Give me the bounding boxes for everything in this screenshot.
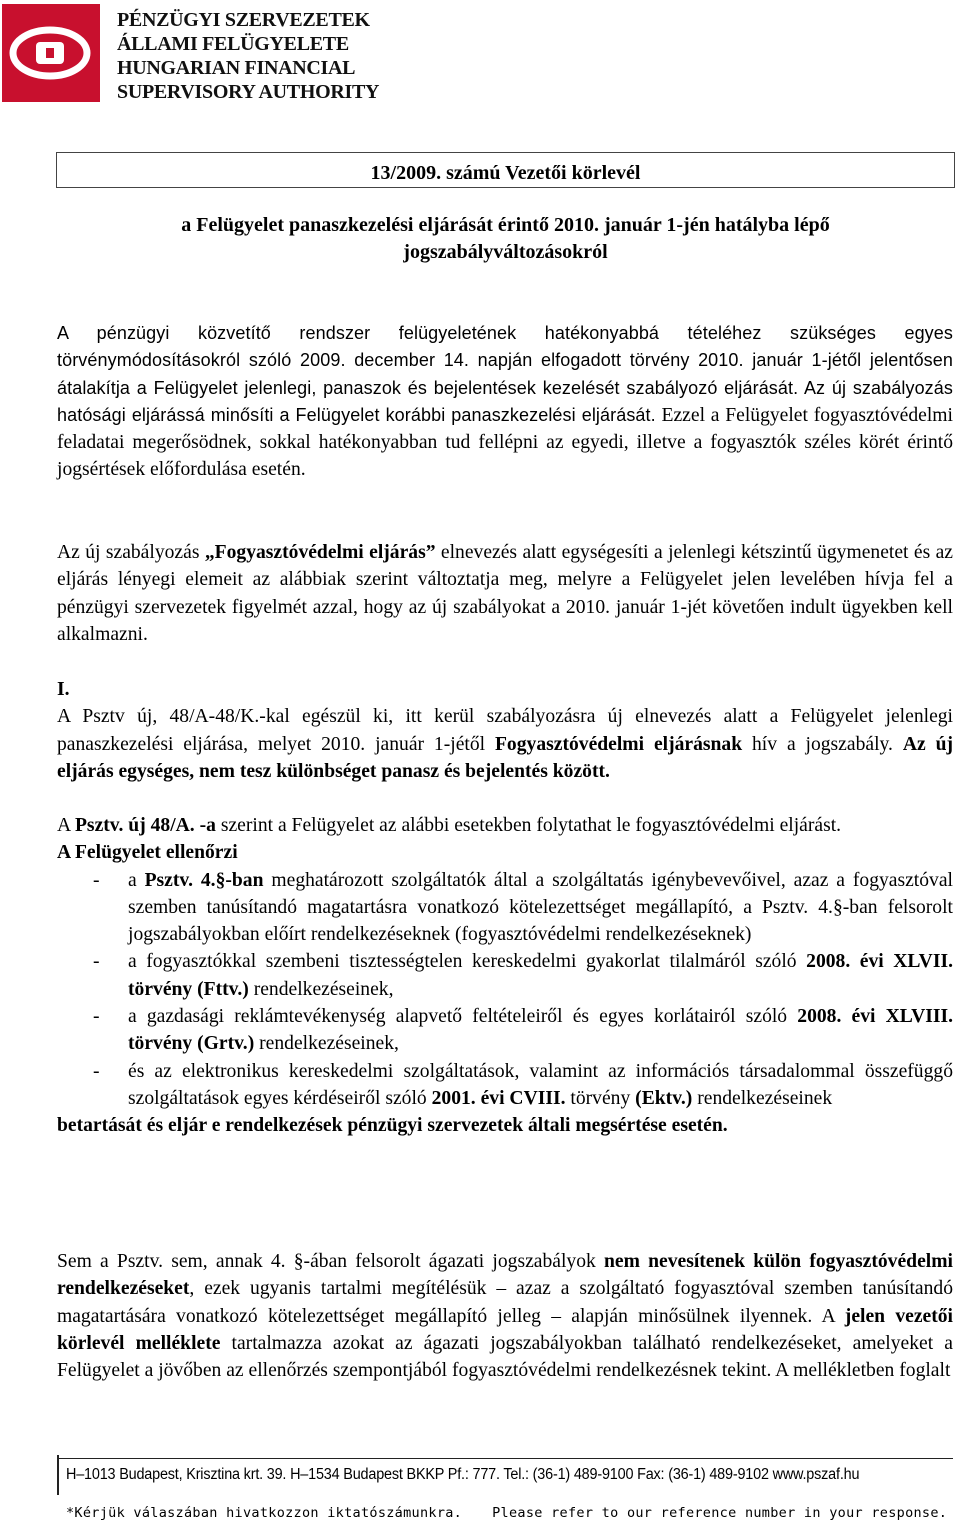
text: Sem a Psztv. sem, annak 4. §-ában felsorolt ágazati jogszabályok	[57, 1251, 605, 1272]
law-ref-bold: (Ektv.)	[635, 1087, 693, 1109]
paragraph-new-rules	[57, 539, 953, 648]
footer-address: H–1013 Budapest, Krisztina krt. 39. H–1534 Budapest BKKP Pf.: 777. Tel.: (36-1) 489-9100 Fax: (36-1) 489-9102 www.pszaf.hu	[66, 1466, 860, 1483]
text: szerint a Felügyelet az alábbi esetekben folytathat le fogyasztóvédelmi eljárást.	[215, 815, 842, 836]
footer-note	[66, 1505, 947, 1521]
text: és az elektronikus kereskedelmi szolgáltatások, valamint az információs társadalommal összefüggő szolgáltatások egyes kérdéseiről szóló	[128, 1060, 953, 1109]
list-closing: betartását és eljár e rendelkezések pénzügyi szervezetek általi megsértése esetén.	[57, 1115, 728, 1137]
check-heading: A Felügyelet ellenőrzi	[57, 842, 238, 864]
law-ref-bold: 2001. évi CVIII.	[431, 1087, 566, 1109]
text: A	[57, 815, 75, 836]
text: törvény	[565, 1087, 636, 1109]
pszaf-logo-icon	[2, 4, 100, 102]
law-ref-bold: 2008. évi XLVIII. törvény (Grtv.)	[128, 1006, 953, 1055]
dash: -	[93, 1060, 100, 1082]
intro-text: A pénzügyi közvetítő rendszer felügyeletének hatékonyabbá tételéhez szükséges egyes törvénymódosításokról szóló 2009. december 14. napján elfogadott törvény 2010. január 1-jétől jelentősen átalakítja a Felügyelet jelenlegi, panaszok és bejelentések kezelését szabályozó eljárását. Az új szabályozás hatósági eljárássá minősíti a Felügyelet korábbi panaszkezelési eljárását.	[57, 323, 953, 425]
org-name	[117, 8, 379, 104]
page-title: 13/2009. számú Vezetői körlevél	[370, 162, 641, 184]
text: elnevezés alatt egységesíti a jelenlegi kétszintű ügymenetet és az eljárás lényegi elemeit az alábbiak szerint változtatja meg, melyre a Felügyelet jelen levelében hívja fel a pénzügyi szervezetek figyelmét azzal, hogy az új szabályokat a 2010. január 1-jét követően indult ügyekben kell alkalmazni.	[57, 542, 953, 645]
text: rendelkezéseinek	[692, 1087, 833, 1109]
footer-note-hu: *Kérjük válaszában hivatkozzon iktatószámunkra.	[66, 1505, 463, 1521]
text: , ezek ugyanis tartalmi megítélésük – azaz a szolgáltató fogyasztóval szemben tanúsítandó magatartására vonatkozó kötelezettséget megállapító jelleg – alapján minősülnek ilyennek. A	[57, 1278, 953, 1327]
org-line: SUPERVISORY AUTHORITY	[117, 81, 380, 103]
term-bold: Fogyasztóvédelmi eljárásnak	[494, 733, 743, 755]
term-bold: „Fogyasztóvédelmi eljárás”	[204, 542, 436, 563]
paragraph-48A	[57, 812, 953, 1140]
paragraph-intro	[57, 320, 953, 484]
subtitle	[56, 212, 955, 266]
text: a	[128, 869, 145, 891]
text: A Psztv új, 48/A-48/K.	[57, 706, 260, 728]
statement-bold: nem nevesítenek külön fogyasztóvédelmi rendelkezéseket	[57, 1251, 953, 1300]
dash: -	[93, 869, 100, 891]
text: rendelkezéseinek,	[254, 1033, 399, 1055]
intro-text-cont: Ezzel a Felügyelet fogyasztóvédelmi feladatai megerősödnek, sokkal hatékonyabban tud fellépni az egyedi, illetve a fogyasztók széles körét érintő jogsértések előfordulása esetén.	[57, 404, 953, 481]
law-ref-bold: Psztv. 4.§-ban	[144, 869, 264, 891]
footer-bar	[57, 1455, 59, 1495]
paragraph-annex	[57, 1248, 953, 1384]
statement-bold: jelen vezetői körlevél melléklete	[57, 1305, 953, 1354]
subtitle-line: jogszabályváltozásokról	[403, 241, 608, 263]
subtitle-line: a Felügyelet panaszkezelési eljárását érintő 2010. január 1-jén hatályba lépő	[181, 214, 830, 236]
text: Az új szabályozás	[57, 542, 205, 563]
text: a fogyasztókkal szembeni tisztességtelen kereskedelmi gyakorlat tilalmáról szóló	[128, 951, 807, 973]
org-line: HUNGARIAN FINANCIAL	[117, 57, 356, 79]
text: rendelkezéseinek,	[248, 978, 394, 1000]
text: hív a jogszabály.	[742, 733, 903, 755]
section-number: I.	[57, 679, 70, 700]
org-line: PÉNZÜGYI SZERVEZETEK	[117, 9, 370, 31]
dash: -	[93, 951, 100, 973]
org-line: ÁLLAMI FELÜGYELETE	[117, 33, 349, 55]
list-item	[57, 867, 953, 949]
text: tartalmazza azokat az ágazati jogszabályokban található rendelkezéseket, amelyeket a Felügyelet a jövőben az ellenőrzés szempontjából fogyasztóvédelmi rendelkezésnek tekint. A mellékletben foglalt	[57, 1332, 953, 1382]
checks-list	[57, 867, 953, 1113]
footer-divider	[57, 1458, 953, 1459]
law-ref-bold: 2008. évi XLVII. törvény (Fttv.)	[128, 951, 953, 1000]
text: meghatározott szolgáltatók által a szolgáltatás igénybevevőivel, azaz a fogyasztóval szemben tanúsítandó magatartásra vonatkozó kötelezettséget megállapító, a Psztv. 4.§-ban felsorolt jogszabályokban előírt rendelkezéseknek (fogyasztóvédelmi rendelkezéseknek)	[128, 869, 953, 946]
law-ref-bold: Psztv. új 48/A. -a	[74, 815, 216, 836]
list-item	[57, 1058, 953, 1113]
footer-note-en: Please refer to our reference number in your response.	[492, 1505, 948, 1521]
section-I	[57, 676, 953, 785]
title-box	[56, 152, 955, 188]
statement-bold: Az új eljárás egységes, nem tesz különbséget panasz és bejelentés között.	[57, 733, 953, 782]
dash: -	[93, 1006, 100, 1028]
list-item	[57, 1003, 953, 1058]
text: -kal egészül ki, itt kerül szabályozásra új elnevezés alatt a Felügyelet jelenlegi panaszkezelési eljárása, melyet 2010. január 1-jétől	[57, 706, 954, 755]
text: a gazdasági reklámtevékenység alapvető feltételeiről és egyes korlátairól szóló	[128, 1006, 798, 1028]
list-item	[57, 948, 953, 1003]
